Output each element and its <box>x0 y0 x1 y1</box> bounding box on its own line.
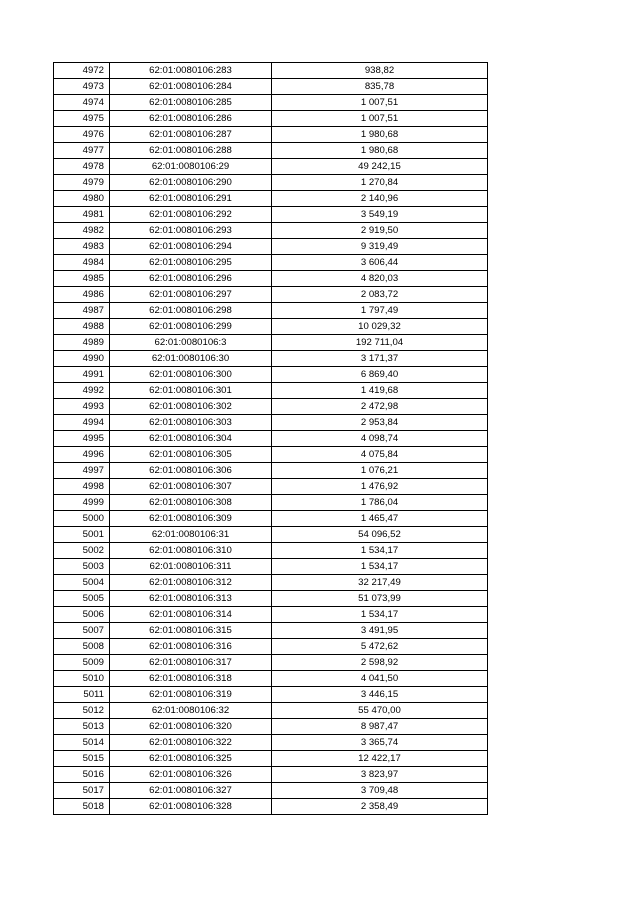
cadastral-number-cell: 62:01:0080106:308 <box>110 495 272 511</box>
row-number-cell: 5000 <box>54 511 110 527</box>
cadastral-number-cell: 62:01:0080106:319 <box>110 687 272 703</box>
value-cell: 1 980,68 <box>272 127 488 143</box>
row-number-cell: 4974 <box>54 95 110 111</box>
row-number-cell: 5004 <box>54 575 110 591</box>
value-cell: 835,78 <box>272 79 488 95</box>
value-cell: 1 797,49 <box>272 303 488 319</box>
cadastral-number-cell: 62:01:0080106:293 <box>110 223 272 239</box>
table-row <box>54 783 488 799</box>
row-number-cell: 4998 <box>54 479 110 495</box>
value-cell: 9 319,49 <box>272 239 488 255</box>
table-row <box>54 95 488 111</box>
row-number-cell: 5017 <box>54 783 110 799</box>
cadastral-number-cell: 62:01:0080106:313 <box>110 591 272 607</box>
table-row <box>54 447 488 463</box>
table-row <box>54 527 488 543</box>
cadastral-number-cell: 62:01:0080106:322 <box>110 735 272 751</box>
table-row <box>54 639 488 655</box>
table-row <box>54 191 488 207</box>
value-cell: 1 476,92 <box>272 479 488 495</box>
cadastral-number-cell: 62:01:0080106:328 <box>110 799 272 815</box>
data-table <box>53 62 488 815</box>
value-cell: 1 534,17 <box>272 543 488 559</box>
cadastral-number-cell: 62:01:0080106:314 <box>110 607 272 623</box>
value-cell: 1 076,21 <box>272 463 488 479</box>
table-row <box>54 767 488 783</box>
value-cell: 1 534,17 <box>272 607 488 623</box>
row-number-cell: 4981 <box>54 207 110 223</box>
table-row <box>54 655 488 671</box>
row-number-cell: 4979 <box>54 175 110 191</box>
table-row <box>54 367 488 383</box>
value-cell: 3 171,37 <box>272 351 488 367</box>
table-row <box>54 111 488 127</box>
row-number-cell: 5009 <box>54 655 110 671</box>
row-number-cell: 4997 <box>54 463 110 479</box>
value-cell: 5 472,62 <box>272 639 488 655</box>
row-number-cell: 5012 <box>54 703 110 719</box>
table-row <box>54 303 488 319</box>
row-number-cell: 4999 <box>54 495 110 511</box>
value-cell: 54 096,52 <box>272 527 488 543</box>
cadastral-number-cell: 62:01:0080106:297 <box>110 287 272 303</box>
table-row <box>54 671 488 687</box>
cadastral-number-cell: 62:01:0080106:325 <box>110 751 272 767</box>
cadastral-number-cell: 62:01:0080106:312 <box>110 575 272 591</box>
row-number-cell: 5005 <box>54 591 110 607</box>
cadastral-number-cell: 62:01:0080106:310 <box>110 543 272 559</box>
row-number-cell: 5002 <box>54 543 110 559</box>
table-row <box>54 463 488 479</box>
table-row <box>54 383 488 399</box>
cadastral-number-cell: 62:01:0080106:300 <box>110 367 272 383</box>
value-cell: 10 029,32 <box>272 319 488 335</box>
cadastral-number-cell: 62:01:0080106:30 <box>110 351 272 367</box>
value-cell: 51 073,99 <box>272 591 488 607</box>
value-cell: 55 470,00 <box>272 703 488 719</box>
cadastral-number-cell: 62:01:0080106:305 <box>110 447 272 463</box>
table-row <box>54 351 488 367</box>
value-cell: 49 242,15 <box>272 159 488 175</box>
cadastral-number-cell: 62:01:0080106:29 <box>110 159 272 175</box>
cadastral-number-cell: 62:01:0080106:285 <box>110 95 272 111</box>
row-number-cell: 4977 <box>54 143 110 159</box>
table-row <box>54 495 488 511</box>
cadastral-number-cell: 62:01:0080106:307 <box>110 479 272 495</box>
cadastral-number-cell: 62:01:0080106:296 <box>110 271 272 287</box>
row-number-cell: 5006 <box>54 607 110 623</box>
table-row <box>54 175 488 191</box>
table-row <box>54 239 488 255</box>
table-row <box>54 735 488 751</box>
value-cell: 3 709,48 <box>272 783 488 799</box>
table-row <box>54 79 488 95</box>
row-number-cell: 5007 <box>54 623 110 639</box>
table-row <box>54 63 488 79</box>
row-number-cell: 4996 <box>54 447 110 463</box>
table-row <box>54 207 488 223</box>
value-cell: 2 358,49 <box>272 799 488 815</box>
table-row <box>54 319 488 335</box>
cadastral-number-cell: 62:01:0080106:290 <box>110 175 272 191</box>
table-row <box>54 223 488 239</box>
value-cell: 1 786,04 <box>272 495 488 511</box>
table-row <box>54 255 488 271</box>
row-number-cell: 4973 <box>54 79 110 95</box>
table-row <box>54 399 488 415</box>
value-cell: 4 075,84 <box>272 447 488 463</box>
value-cell: 3 606,44 <box>272 255 488 271</box>
row-number-cell: 4975 <box>54 111 110 127</box>
cadastral-number-cell: 62:01:0080106:298 <box>110 303 272 319</box>
cadastral-number-cell: 62:01:0080106:284 <box>110 79 272 95</box>
cadastral-number-cell: 62:01:0080106:303 <box>110 415 272 431</box>
row-number-cell: 4990 <box>54 351 110 367</box>
cadastral-number-cell: 62:01:0080106:299 <box>110 319 272 335</box>
value-cell: 2 083,72 <box>272 287 488 303</box>
row-number-cell: 4976 <box>54 127 110 143</box>
row-number-cell: 4994 <box>54 415 110 431</box>
row-number-cell: 4982 <box>54 223 110 239</box>
value-cell: 8 987,47 <box>272 719 488 735</box>
row-number-cell: 4972 <box>54 63 110 79</box>
cadastral-number-cell: 62:01:0080106:318 <box>110 671 272 687</box>
row-number-cell: 4984 <box>54 255 110 271</box>
table-row <box>54 431 488 447</box>
row-number-cell: 4980 <box>54 191 110 207</box>
cadastral-number-cell: 62:01:0080106:295 <box>110 255 272 271</box>
value-cell: 3 365,74 <box>272 735 488 751</box>
row-number-cell: 5001 <box>54 527 110 543</box>
row-number-cell: 5011 <box>54 687 110 703</box>
cadastral-number-cell: 62:01:0080106:301 <box>110 383 272 399</box>
value-cell: 3 491,95 <box>272 623 488 639</box>
value-cell: 1 270,84 <box>272 175 488 191</box>
cadastral-number-cell: 62:01:0080106:320 <box>110 719 272 735</box>
table-row <box>54 703 488 719</box>
value-cell: 4 820,03 <box>272 271 488 287</box>
value-cell: 1 007,51 <box>272 95 488 111</box>
value-cell: 2 598,92 <box>272 655 488 671</box>
table-row <box>54 479 488 495</box>
value-cell: 2 472,98 <box>272 399 488 415</box>
row-number-cell: 4992 <box>54 383 110 399</box>
cadastral-number-cell: 62:01:0080106:294 <box>110 239 272 255</box>
row-number-cell: 4991 <box>54 367 110 383</box>
value-cell: 938,82 <box>272 63 488 79</box>
row-number-cell: 5016 <box>54 767 110 783</box>
cadastral-number-cell: 62:01:0080106:302 <box>110 399 272 415</box>
cadastral-number-cell: 62:01:0080106:291 <box>110 191 272 207</box>
value-cell: 2 140,96 <box>272 191 488 207</box>
value-cell: 192 711,04 <box>272 335 488 351</box>
cadastral-number-cell: 62:01:0080106:31 <box>110 527 272 543</box>
row-number-cell: 5013 <box>54 719 110 735</box>
cadastral-number-cell: 62:01:0080106:283 <box>110 63 272 79</box>
value-cell: 1 419,68 <box>272 383 488 399</box>
row-number-cell: 4989 <box>54 335 110 351</box>
value-cell: 6 869,40 <box>272 367 488 383</box>
table-row <box>54 575 488 591</box>
value-cell: 1 980,68 <box>272 143 488 159</box>
table-row <box>54 559 488 575</box>
value-cell: 1 534,17 <box>272 559 488 575</box>
value-cell: 1 465,47 <box>272 511 488 527</box>
table-row <box>54 335 488 351</box>
value-cell: 32 217,49 <box>272 575 488 591</box>
table-row <box>54 751 488 767</box>
row-number-cell: 4978 <box>54 159 110 175</box>
row-number-cell: 5018 <box>54 799 110 815</box>
cadastral-number-cell: 62:01:0080106:3 <box>110 335 272 351</box>
table-row <box>54 127 488 143</box>
cadastral-number-cell: 62:01:0080106:326 <box>110 767 272 783</box>
value-cell: 1 007,51 <box>272 111 488 127</box>
row-number-cell: 4987 <box>54 303 110 319</box>
cadastral-number-cell: 62:01:0080106:292 <box>110 207 272 223</box>
cadastral-number-cell: 62:01:0080106:287 <box>110 127 272 143</box>
row-number-cell: 5014 <box>54 735 110 751</box>
cadastral-number-cell: 62:01:0080106:317 <box>110 655 272 671</box>
table-row <box>54 511 488 527</box>
table-row <box>54 159 488 175</box>
cadastral-number-cell: 62:01:0080106:309 <box>110 511 272 527</box>
cadastral-number-cell: 62:01:0080106:327 <box>110 783 272 799</box>
row-number-cell: 4983 <box>54 239 110 255</box>
table-row <box>54 623 488 639</box>
row-number-cell: 4993 <box>54 399 110 415</box>
value-cell: 12 422,17 <box>272 751 488 767</box>
row-number-cell: 4988 <box>54 319 110 335</box>
cadastral-number-cell: 62:01:0080106:311 <box>110 559 272 575</box>
row-number-cell: 4985 <box>54 271 110 287</box>
table-body <box>54 63 488 815</box>
table-row <box>54 271 488 287</box>
cadastral-number-cell: 62:01:0080106:304 <box>110 431 272 447</box>
table-row <box>54 287 488 303</box>
table-row <box>54 415 488 431</box>
table-row <box>54 143 488 159</box>
value-cell: 3 549,19 <box>272 207 488 223</box>
cadastral-number-cell: 62:01:0080106:316 <box>110 639 272 655</box>
cadastral-number-cell: 62:01:0080106:306 <box>110 463 272 479</box>
row-number-cell: 5010 <box>54 671 110 687</box>
table-row <box>54 543 488 559</box>
row-number-cell: 5003 <box>54 559 110 575</box>
row-number-cell: 4995 <box>54 431 110 447</box>
table-row <box>54 799 488 815</box>
cadastral-number-cell: 62:01:0080106:32 <box>110 703 272 719</box>
value-cell: 2 953,84 <box>272 415 488 431</box>
table-row <box>54 591 488 607</box>
value-cell: 4 041,50 <box>272 671 488 687</box>
table-row <box>54 607 488 623</box>
cadastral-number-cell: 62:01:0080106:286 <box>110 111 272 127</box>
cadastral-number-cell: 62:01:0080106:315 <box>110 623 272 639</box>
table-row <box>54 687 488 703</box>
value-cell: 3 823,97 <box>272 767 488 783</box>
row-number-cell: 4986 <box>54 287 110 303</box>
value-cell: 2 919,50 <box>272 223 488 239</box>
row-number-cell: 5008 <box>54 639 110 655</box>
value-cell: 3 446,15 <box>272 687 488 703</box>
value-cell: 4 098,74 <box>272 431 488 447</box>
row-number-cell: 5015 <box>54 751 110 767</box>
table-row <box>54 719 488 735</box>
cadastral-number-cell: 62:01:0080106:288 <box>110 143 272 159</box>
